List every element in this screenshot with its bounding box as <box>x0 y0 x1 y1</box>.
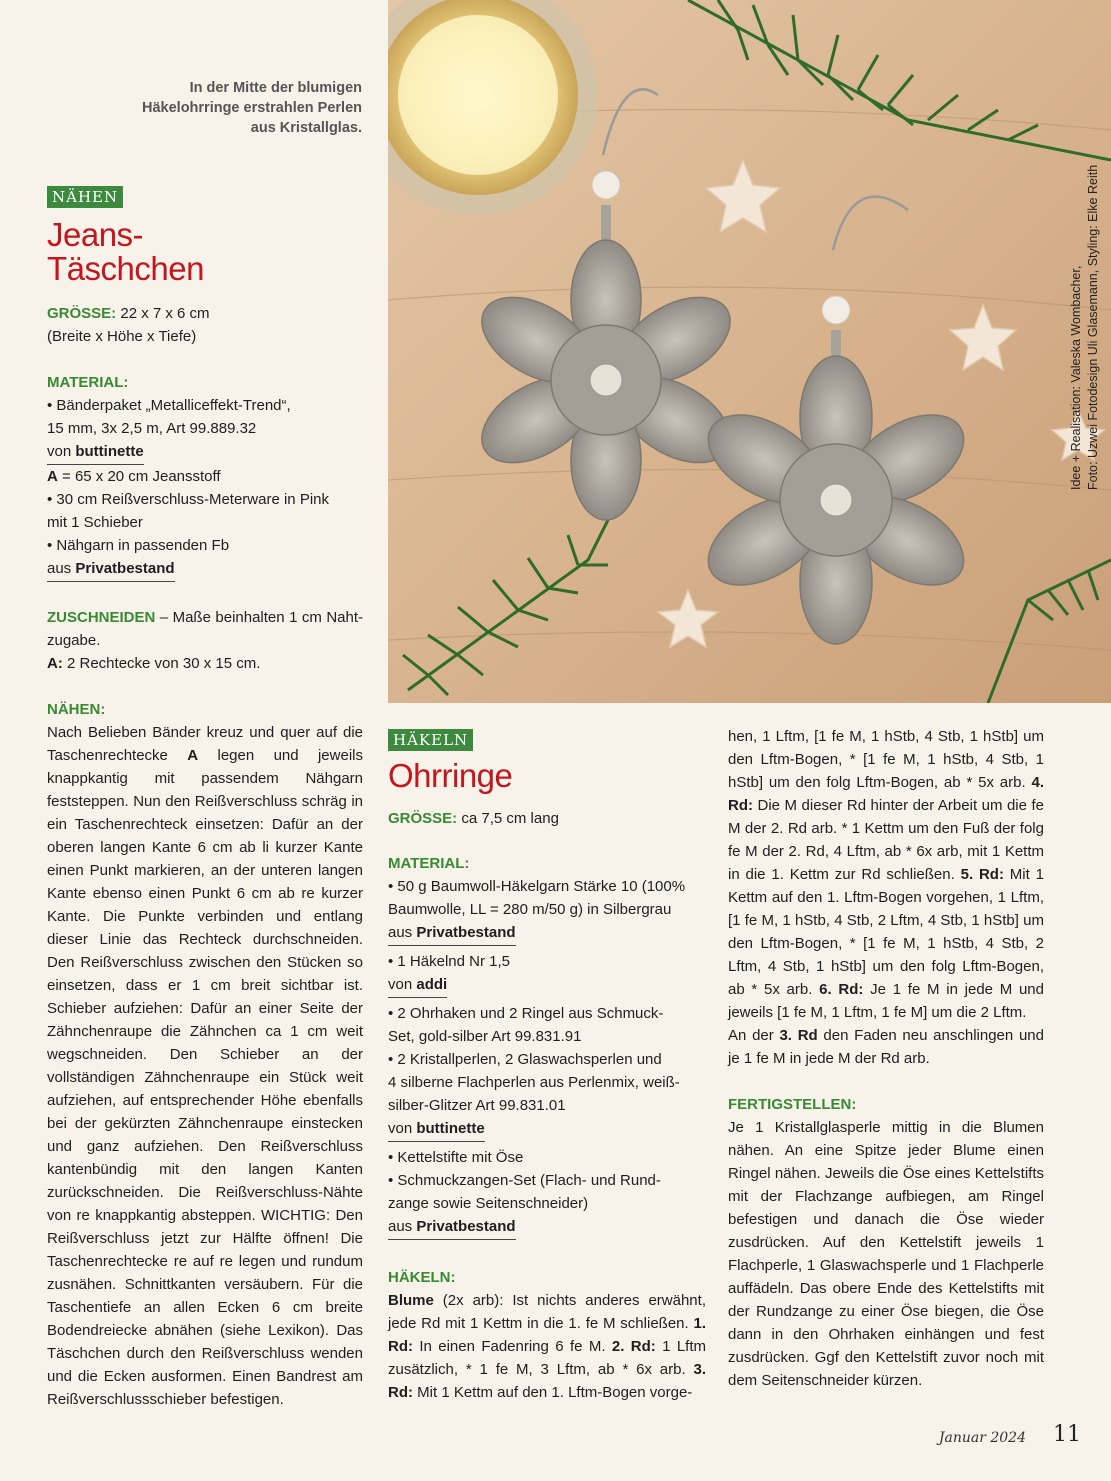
material-line: mit 1 Schieber <box>47 514 143 531</box>
material-block <box>388 852 706 1240</box>
size-block <box>388 807 706 830</box>
vendor-privatbestand: aus Privatbestand <box>388 1215 516 1240</box>
title-line: Täschchen <box>47 250 204 287</box>
part-a-value: = 65 x 20 cm Jeansstoff <box>57 468 221 485</box>
material-line: • 1 Häkelnd Nr 1,5 <box>388 953 510 970</box>
part-a-label: A <box>47 468 58 485</box>
hero-photo <box>388 0 1111 703</box>
category-tag-haekeln: HÄKELN <box>388 729 473 751</box>
material-line: • Bänderpaket „Metalliceffekt-Trend“, <box>47 397 291 414</box>
issue-label: Januar 2024 <box>938 1430 1026 1446</box>
caption-line: aus Kristallglas. <box>250 120 362 136</box>
earrings-article <box>388 729 706 1404</box>
material-line: Baumwolle, LL = 280 m/50 g) in Silbergrau <box>388 901 672 918</box>
material-line: Set, gold-silber Art 99.831.91 <box>388 1028 582 1045</box>
page-footer <box>821 1422 1081 1456</box>
round-3-start: Mit 1 Kettm auf den 1. Lftm-Bogen vorge- <box>413 1384 693 1401</box>
material-line: • 50 g Baumwoll-Häkelgarn Stärke 10 (100% <box>388 878 686 895</box>
material-line: zange sowie Seitenschneider) <box>388 1195 589 1212</box>
cut-a-label: A: <box>47 655 63 672</box>
size-label: GRÖSSE: <box>47 305 117 322</box>
crochet-instructions: Blume (2x arb): Ist nichts anderes erwähnt, jede Rd mit 1 Kettm in die 1. fe M schließen. 1. Rd: In einen Fadenring 6 fe M. 2. Rd: 1 Lftm zusätzlich, * 1 fe M, 3 Lftm, ab * 6x arb. 3. Rd: Mit 1 Kettm auf den 1. Lftm-Bogen vorge- <box>388 1292 706 1401</box>
material-block <box>47 371 363 582</box>
sewing-label: NÄHEN: <box>47 701 106 718</box>
vendor-buttinette: von buttinette <box>47 440 144 465</box>
vendor-buttinette: von buttinette <box>388 1117 485 1142</box>
earrings-article-continued <box>728 725 1044 1392</box>
crochet-label: HÄKELN: <box>388 1269 456 1286</box>
title-line: Jeans- <box>47 216 144 253</box>
cut-block <box>47 606 363 675</box>
caption-line: In der Mitte der blumigen <box>189 80 362 96</box>
cut-text: – Maße beinhalten 1 cm Naht-zugabe. <box>47 609 363 649</box>
material-line: • Schmuckzangen-Set (Flach- und Rund- <box>388 1172 661 1189</box>
material-line: • 2 Ohrhaken und 2 Ringel aus Schmuck- <box>388 1005 664 1022</box>
credit-line: Idee + Realisation: Valeska Wombacher, <box>1069 265 1083 490</box>
vendor-addi: von addi <box>388 973 447 998</box>
photo-credit <box>1050 110 1100 490</box>
material-line: • 30 cm Reißverschluss-Meterware in Pink <box>47 491 329 508</box>
size-value: 22 x 7 x 6 cm <box>116 305 210 322</box>
article-title <box>47 218 363 286</box>
vendor-privatbestand: aus Privatbestand <box>388 921 516 946</box>
sewing-instructions: Nach Belieben Bänder kreuz und quer auf die Taschenrechtecke A legen und jeweils knappkantig mit passendem Nähgarn feststeppen. Nun den Reißverschluss schräg in ein Taschenrechteck einsetzen: Dafür an der oberen langen Kante 6 cm ab li kurzer Kante einen Punkt markieren, an der unteren langen Kante ebenso einen Punkt 6 cm ab re kurzer Kante. Die Punkte verbinden und entlang dieser Linie das Rechteck durchschneiden. Den Reißverschluss zwischen den Stücken so einsetzen, dass er 1 cm breit sichtbar ist. Schieber aufziehen: Dafür an einer Seite der Zähnchenraupe die Zähnchen ca 1 cm weit wegschneiden. Den Schieber an der vollständigen Zähnchenraupe ein Stück weit aufziehen, auf entsprechender Höhe ebenfalls bei der gekürzten Zähnchenraupe einstecken und ganz aufziehen. Den Reißverschluss kantenbündig mit den langen Kanten zurückschneiden. Die Reißverschluss-Nähte von re knappkantig absteppen. WICHTIG: Den Reißverschluss jetzt zur Hälfte öffnen! Die Taschenrechtecke re auf re legen und rundum zusnähen. Schnittkanten versäubern. Für die Taschentiefe an allen Ecken 6 cm breite Bodendreiecke abnähen (siehe Lexikon). Das Täschchen durch den Reißverschluss wenden und die Ecken ausformen. Einen Bandrest am Reißverschlussschieber befestigen. <box>47 724 363 1408</box>
sewing-block <box>47 698 363 1411</box>
material-line: 15 mm, 3x 2,5 m, Art 99.889.32 <box>47 420 257 437</box>
jeans-article <box>47 186 363 1411</box>
finishing-instructions: Je 1 Kristallglasperle mittig in die Blumen nähen. An eine Spitze jeder Blume einen Ringel nähen. Jeweils die Öse eines Kettelstifts mit der Flachzange aufbiegen, am Ringel befestigen und danach die Öse wieder zusdrücken. Auf den Kettelstift jeweils 1 Flachperle, 1 Glaswachsperle und 1 Flachperle auffädeln. Das obere Ende des Kettelstifts mit der Rundzange zu einer Öse biegen, die Öse dann in den Ohrhaken einhängen und fest zusdrücken. Ggf den Kettelstift zuvor noch mit dem Seitenschneider kürzen. <box>728 1119 1044 1389</box>
photo-caption <box>100 78 362 138</box>
credit-line: Foto: Uzwei Fotodesign Uli Glasemann, Styling: Elke Reith <box>1086 164 1100 490</box>
note-round-3: An der 3. Rd den Faden neu anschlingen und je 1 fe M in jede M der Rd arb. <box>728 1027 1044 1067</box>
material-line: • Nähgarn in passenden Fb <box>47 537 230 554</box>
size-block <box>47 302 363 348</box>
material-line: • Kettelstifte mit Öse <box>388 1149 524 1166</box>
vendor-privatbestand: aus Privatbestand <box>47 557 175 582</box>
material-line: silber-Glitzer Art 99.831.01 <box>388 1097 566 1114</box>
crochet-instructions-continued: hen, 1 Lftm, [1 fe M, 1 hStb, 4 Stb, 1 hStb] um den Lftm-Bogen, * [1 fe M, 1 hStb, 4 Stb, 1 hStb] um den folg Lftm-Bogen, ab * 5x arb. 4. Rd: Die M dieser Rd hinter der Arbeit um die fe M der 2. Rd arb. * 1 Kettm um den Fuß der folg fe M der 2. Rd, 4 Lftm, ab * 6x arb, mit 1 Kettm in die 1. Kettm zur Rd schließen. 5. Rd: Mit 1 Kettm auf den 1. Lftm-Bogen vorgehen, 1 Lftm, [1 fe M, 1 hStb, 4 Stb, 2 Lftm, 4 Stb, 1 hStb] um den Lftm-Bogen, * [1 fe M, 1 hStb, 4 Stb, 2 Lftm, 4 Stb, 1 hStb] um den folg Lftm-Bogen, ab * 5x arb. 6. Rd: Je 1 fe M in jede M und jeweils [1 fe M, 1 Lftm, 1 fe M] um die 2 Lftm. <box>728 728 1044 1021</box>
material-label: MATERIAL: <box>388 855 470 872</box>
cut-label: ZUSCHNEIDEN <box>47 609 156 626</box>
cut-a-text: 2 Rechtecke von 30 x 15 cm. <box>62 655 261 672</box>
material-label: MATERIAL: <box>47 374 129 391</box>
finishing-block <box>728 1093 1044 1392</box>
finishing-label: FERTIGSTELLEN: <box>728 1096 857 1113</box>
size-note: (Breite x Höhe x Tiefe) <box>47 328 197 345</box>
size-label: GRÖSSE: <box>388 810 458 827</box>
material-line: 4 silberne Flachperlen aus Perlenmix, weiß- <box>388 1074 680 1091</box>
round-3-rest: hen, 1 Lftm, [1 fe M, 1 hStb, 4 Stb, 1 hStb] um den Lftm-Bogen, * [1 fe M, 1 hStb, 4 Stb, 1 hStb] um den folg Lftm-Bogen, ab * 5x arb. <box>728 728 1044 791</box>
size-value: ca 7,5 cm lang <box>457 810 559 827</box>
category-tag-naehen: NÄHEN <box>47 186 123 208</box>
article-title: Ohrringe <box>388 757 513 794</box>
material-line: • 2 Kristallperlen, 2 Glaswachsperlen und <box>388 1051 662 1068</box>
page-number: 11 <box>1053 1422 1081 1447</box>
crochet-block <box>388 1266 706 1404</box>
caption-line: Häkelohrringe erstrahlen Perlen <box>142 100 362 116</box>
